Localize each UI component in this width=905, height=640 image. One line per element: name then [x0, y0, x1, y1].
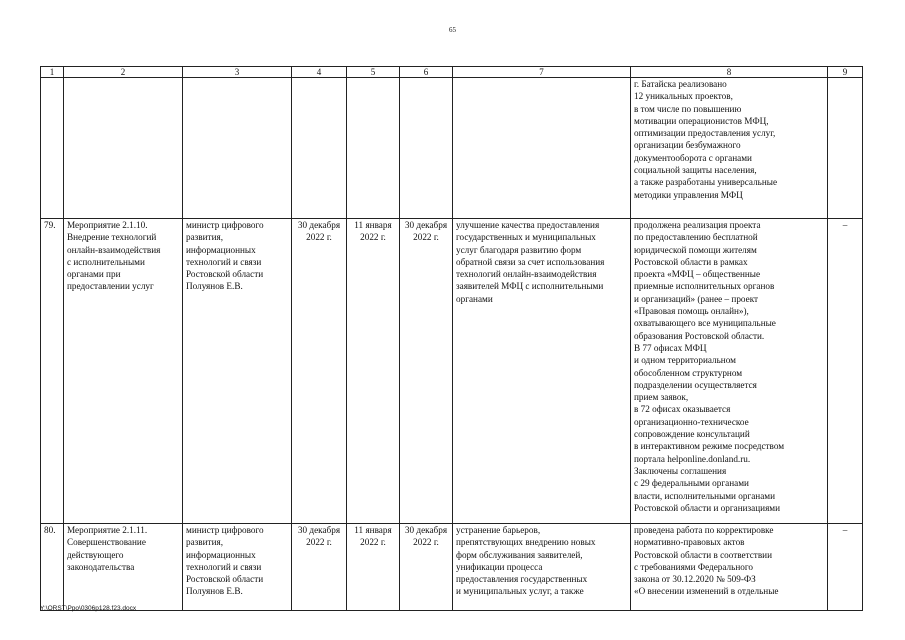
text-line: 2022 г. [360, 232, 386, 243]
text-line: 12 уникальных проектов, [634, 91, 733, 102]
measure-name [64, 524, 183, 611]
text-line: и организаций» (ранее – проект [634, 293, 759, 304]
text-line: Мероприятие 2.1.10. [67, 220, 148, 230]
text-line: «Правовая помощь онлайн»), [634, 306, 749, 317]
text-line: 30 декабря [404, 525, 448, 535]
text-line: юридической помощи жителям [634, 244, 757, 255]
text-line: технологий онлайн-взаимодействия [456, 269, 597, 280]
text-line: продолжена реализация проекта [634, 220, 761, 230]
row-number: 79. [41, 219, 64, 524]
text-line: проведена работа по корректировке [634, 525, 774, 535]
text-line: г. Батайска реализовано [634, 79, 727, 89]
cont-cell-6 [400, 78, 453, 219]
date-plan [292, 219, 347, 524]
header-col-6: 6 [400, 67, 453, 78]
status-text [631, 524, 828, 611]
text-line: информационных [186, 244, 256, 255]
date-end [400, 524, 453, 611]
header-col-2: 2 [64, 67, 183, 78]
executor [183, 219, 292, 524]
text-line: обратной связи за счет использования [456, 256, 605, 267]
date-start [347, 219, 400, 524]
text-line: и одном территориальном [634, 355, 736, 366]
continuation-row [41, 78, 863, 219]
text-line: власти, исполнительными органами [634, 490, 776, 501]
text-line: улучшение качества предоставления [456, 220, 600, 230]
text-line: закона от 30.12.2020 № 509-ФЗ [634, 574, 756, 585]
text-line: 2022 г. [413, 232, 439, 243]
text-line: услуг благодаря развитию форм [456, 244, 582, 255]
text-line: с исполнительными [67, 256, 145, 267]
row-number: 80. [41, 524, 64, 611]
date-plan [292, 524, 347, 611]
text-line: социальной защиты населения, [634, 165, 757, 176]
text-line: сопровождение консультаций [634, 429, 750, 440]
text-line: предоставлении услуг [67, 281, 154, 292]
cont-cell-1 [41, 78, 64, 219]
cont-cell-4 [292, 78, 347, 219]
text-line: 2022 г. [306, 537, 332, 548]
text-line: органами [456, 293, 493, 304]
text-line: Совершенствование [67, 537, 146, 548]
text-line: информационных [186, 549, 256, 560]
text-line: с требованиями Федерального [634, 561, 753, 572]
text-line: 2022 г. [306, 232, 332, 243]
text-line: приемные исполнительных органов [634, 281, 775, 292]
cont-cell-7 [453, 78, 631, 219]
text-line: методики управления МФЦ [634, 189, 743, 200]
text-line: министр цифрового [186, 220, 264, 230]
text-line: «О внесении изменений в отдельные [634, 586, 779, 597]
text-line: развития, [186, 537, 224, 548]
header-col-3: 3 [183, 67, 292, 78]
table-row-80 [41, 524, 863, 611]
text-line: заявителей МФЦ с исполнительными [456, 281, 604, 292]
text-line: Полуянов Е.В. [186, 281, 243, 292]
note: – [828, 524, 863, 611]
text-line: 2022 г. [360, 537, 386, 548]
file-path: Y:\ORST\Ppo\0306p128.f23.docx [40, 605, 137, 612]
text-line: прием заявок, [634, 392, 689, 403]
text-line: 11 января [354, 220, 392, 230]
header-col-8: 8 [631, 67, 828, 78]
text-line: онлайн-взаимодействия [67, 244, 161, 255]
header-col-4: 4 [292, 67, 347, 78]
text-line: в том числе по повышению [634, 103, 742, 114]
text-line: органами при [67, 269, 121, 280]
text-line: Ростовской области в соответствии [634, 549, 772, 560]
text-line: документооборота с органами [634, 152, 752, 163]
text-line: технологий и связи [186, 561, 262, 572]
text-line: и муниципальных услуг, а также [456, 586, 584, 597]
text-line: технологий и связи [186, 256, 262, 267]
cont-status-text [631, 78, 828, 219]
date-start [347, 524, 400, 611]
text-line: устранение барьеров, [456, 525, 541, 535]
executor [183, 524, 292, 611]
text-line: оптимизации предоставления услуг, [634, 128, 776, 139]
text-line: подразделении осуществляется [634, 379, 757, 390]
text-line: 30 декабря [297, 525, 341, 535]
text-line: портала helponline.donland.ru. [634, 453, 751, 464]
text-line: проекта «МФЦ – общественные [634, 269, 761, 280]
text-line: 11 января [354, 525, 392, 535]
text-line: Ростовской области [186, 574, 264, 585]
cont-cell-9 [828, 78, 863, 219]
text-line: Внедрение технологий [67, 232, 157, 243]
expected-result [453, 219, 631, 524]
text-line: образования Ростовской области. [634, 330, 765, 341]
header-row [41, 67, 863, 78]
text-line: обособленном структурном [634, 367, 743, 378]
cont-cell-2 [64, 78, 183, 219]
text-line: действующего [67, 549, 124, 560]
text-line: предоставления государственных [456, 574, 588, 585]
cont-cell-5 [347, 78, 400, 219]
text-line: законодательства [67, 561, 135, 572]
text-line: нормативно-правовых актов [634, 537, 745, 548]
text-line: унификации процесса [456, 561, 543, 572]
text-line: организации безбумажного [634, 140, 741, 151]
text-line: 30 декабря [297, 220, 341, 230]
text-line: Мероприятие 2.1.11. [67, 525, 148, 535]
text-line: 30 декабря [404, 220, 448, 230]
text-line: а также разработаны универсальные [634, 177, 778, 188]
header-col-1: 1 [41, 67, 64, 78]
text-line: развития, [186, 232, 224, 243]
text-line: в интерактивном режиме посредством [634, 441, 785, 452]
text-line: охватывающего все муниципальные [634, 318, 776, 329]
text-line: с 29 федеральными органами [634, 478, 749, 489]
text-line: форм обслуживания заявителей, [456, 549, 583, 560]
text-line: Ростовской области и организациями [634, 502, 781, 513]
note: – [828, 219, 863, 524]
text-line: мотивации операционистов МФЦ, [634, 115, 769, 126]
header-col-5: 5 [347, 67, 400, 78]
text-line: Полуянов Е.В. [186, 586, 243, 597]
text-line: по предоставлению бесплатной [634, 232, 758, 243]
page-number: 65 [449, 26, 456, 34]
text-line: 2022 г. [413, 537, 439, 548]
text-line: министр цифрового [186, 525, 264, 535]
text-line: В 77 офисах МФЦ [634, 342, 707, 353]
header-col-7: 7 [453, 67, 631, 78]
expected-result [453, 524, 631, 611]
table-row-79 [41, 219, 863, 524]
text-line: организационно-техническое [634, 416, 749, 427]
cont-cell-3 [183, 78, 292, 219]
date-end [400, 219, 453, 524]
header-col-9: 9 [828, 67, 863, 78]
text-line: Ростовской области [186, 269, 264, 280]
report-table [40, 66, 863, 611]
measure-name [64, 219, 183, 524]
text-line: препятствующих внедрению новых [456, 537, 596, 548]
text-line: Ростовской области в рамках [634, 256, 748, 267]
text-line: государственных и муниципальных [456, 232, 596, 243]
status-text [631, 219, 828, 524]
text-line: Заключены соглашения [634, 465, 727, 476]
text-line: в 72 офисах оказывается [634, 404, 731, 415]
